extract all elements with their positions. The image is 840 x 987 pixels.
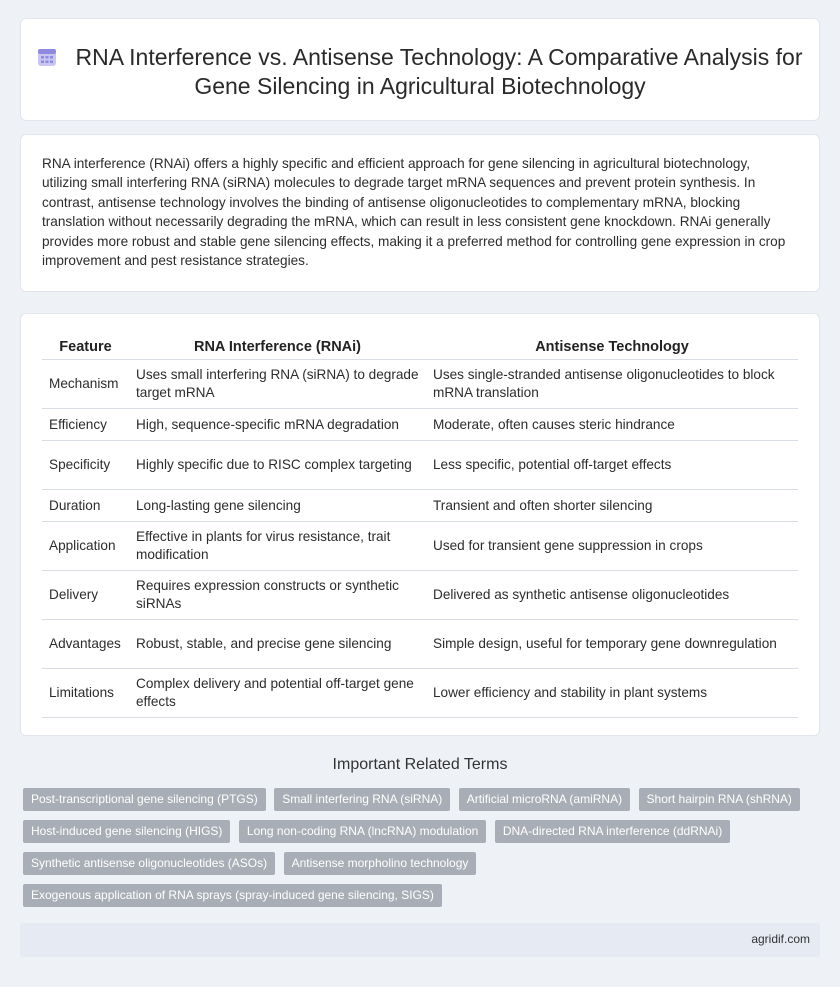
table-row — [42, 571, 798, 620]
footer-site-link[interactable]: agridif.com — [751, 932, 810, 946]
related-term-tag[interactable]: DNA-directed RNA interference (ddRNAi) — [495, 820, 730, 843]
comparison-table-card — [20, 313, 820, 736]
page-title-block — [21, 43, 819, 101]
cell-rnai: Long-lasting gene silencing — [129, 490, 426, 522]
header-feature: Feature — [42, 336, 129, 360]
cell-feature: Limitations — [42, 669, 129, 718]
cell-antisense: Simple design, useful for temporary gene downregulation — [426, 620, 798, 669]
footer — [20, 923, 820, 957]
cell-feature: Application — [42, 522, 129, 571]
cell-feature: Advantages — [42, 620, 129, 669]
related-term-tag[interactable]: Post-transcriptional gene silencing (PTGS) — [23, 788, 266, 811]
table-row — [42, 409, 798, 441]
intro-card — [20, 134, 820, 292]
cell-antisense: Transient and often shorter silencing — [426, 490, 798, 522]
table-row — [42, 441, 798, 490]
cell-rnai: Complex delivery and potential off-target gene effects — [129, 669, 426, 718]
header-antisense: Antisense Technology — [426, 336, 798, 360]
table-row — [42, 620, 798, 669]
header-rnai: RNA Interference (RNAi) — [129, 336, 426, 360]
cell-antisense: Less specific, potential off-target effects — [426, 441, 798, 490]
calendar-icon — [37, 47, 57, 67]
related-term-tag[interactable]: Long non-coding RNA (lncRNA) modulation — [239, 820, 486, 843]
table-header-row — [42, 336, 798, 360]
cell-rnai: Requires expression constructs or synthetic siRNAs — [129, 571, 426, 620]
cell-rnai: Robust, stable, and precise gene silencing — [129, 620, 426, 669]
related-terms-heading: Important Related Terms — [332, 756, 508, 773]
cell-rnai: Effective in plants for virus resistance, trait modification — [129, 522, 426, 571]
cell-feature: Mechanism — [42, 360, 129, 409]
related-term-tag[interactable]: Synthetic antisense oligonucleotides (ASOs) — [23, 852, 275, 875]
cell-antisense: Delivered as synthetic antisense oligonucleotides — [426, 571, 798, 620]
table-row — [42, 490, 798, 522]
cell-feature: Efficiency — [42, 409, 129, 441]
table-row — [42, 669, 798, 718]
comparison-table — [42, 336, 798, 718]
related-term-tag[interactable]: Artificial microRNA (amiRNA) — [459, 788, 630, 811]
cell-feature: Delivery — [42, 571, 129, 620]
related-term-tag[interactable]: Antisense morpholino technology — [284, 852, 477, 875]
cell-rnai: High, sequence-specific mRNA degradation — [129, 409, 426, 441]
related-term-tag[interactable]: Exogenous application of RNA sprays (spray-induced gene silencing, SIGS) — [23, 884, 442, 907]
intro-paragraph: RNA interference (RNAi) offers a highly specific and efficient approach for gene silencing in agricultural biotechnology, utilizing small interfering RNA (siRNA) molecules to degrade target mRNA sequences and prevent protein synthesis. In contrast, antisense technology involves the binding of antisense oligonucleotides to complementary mRNA, blocking translation without necessarily degrading the mRNA, which can result in less consistent gene knockdown. RNAi generally provides more robust and stable gene silencing effects, making it a preferred method for controlling gene expression in crop improvement and pest resistance strategies. — [42, 156, 786, 269]
cell-antisense: Uses single-stranded antisense oligonucleotides to block mRNA translation — [426, 360, 798, 409]
title-card — [20, 18, 820, 121]
cell-antisense: Moderate, often causes steric hindrance — [426, 409, 798, 441]
cell-rnai: Highly specific due to RISC complex targeting — [129, 441, 426, 490]
cell-antisense: Used for transient gene suppression in crops — [426, 522, 798, 571]
cell-feature: Specificity — [42, 441, 129, 490]
cell-antisense: Lower efficiency and stability in plant systems — [426, 669, 798, 718]
related-term-tag[interactable]: Host-induced gene silencing (HIGS) — [23, 820, 230, 843]
table-row — [42, 360, 798, 409]
related-term-tag[interactable]: Short hairpin RNA (shRNA) — [639, 788, 800, 811]
cell-feature: Duration — [42, 490, 129, 522]
related-terms-list — [23, 788, 813, 916]
related-term-tag[interactable]: Small interfering RNA (siRNA) — [274, 788, 450, 811]
cell-rnai: Uses small interfering RNA (siRNA) to degrade target mRNA — [129, 360, 426, 409]
table-row — [42, 522, 798, 571]
page-title: RNA Interference vs. Antisense Technology: A Comparative Analysis for Gene Silencing in Agricultural Biotechnology — [75, 44, 803, 99]
